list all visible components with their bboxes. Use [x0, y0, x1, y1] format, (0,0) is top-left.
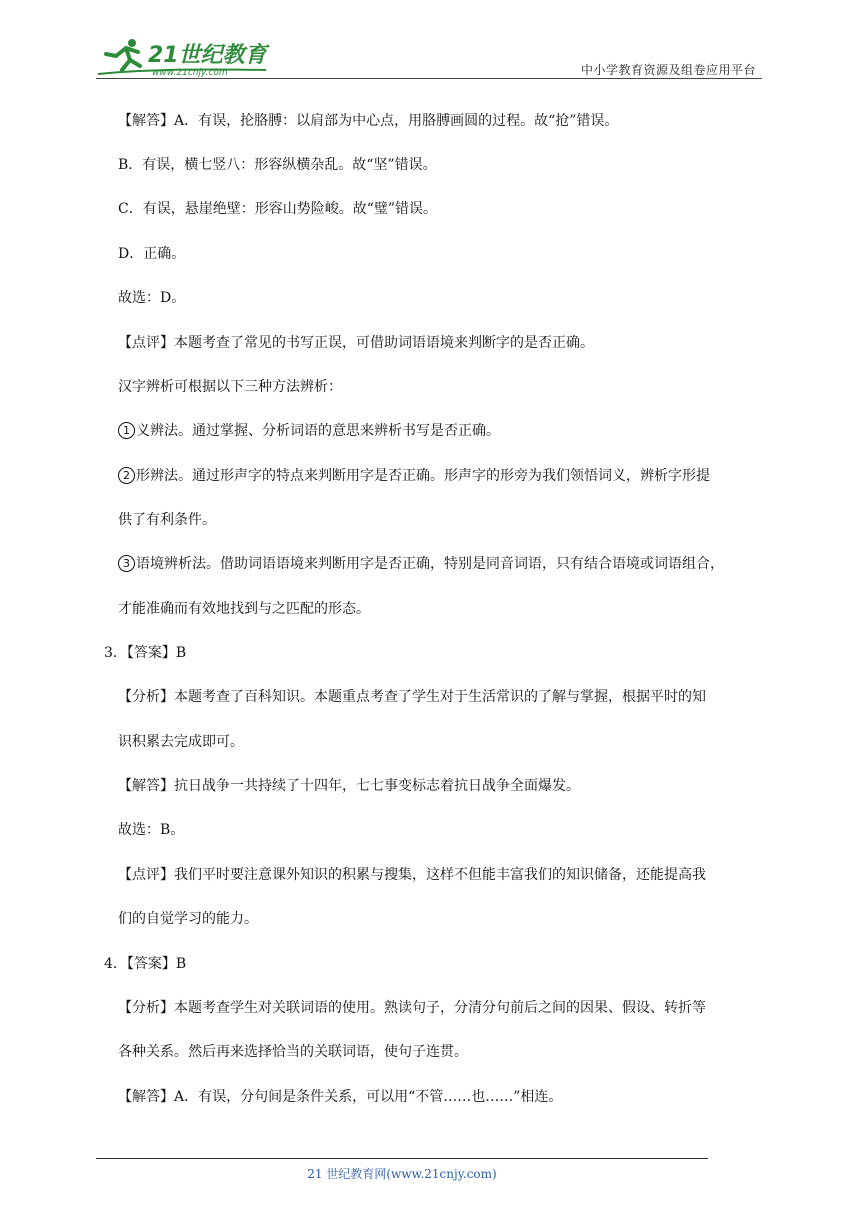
svg-text:www.21cnjy.com: www.21cnjy.com [152, 68, 228, 78]
text-line: 才能准确而有效地找到与之匹配的形态。 [118, 601, 370, 617]
text-line: 们的自觉学习的能力。 [118, 911, 258, 927]
text-line: 【点评】我们平时要注意课外知识的积累与搜集，这样不但能丰富我们的知识储备，还能提高我 [118, 867, 706, 883]
text-line: C．有误，悬崖绝壁：形容山势险峻。故“璧”错误。 [118, 201, 438, 217]
page-header [96, 34, 762, 80]
svg-text:21世纪教育: 21世纪教育 [148, 43, 267, 68]
text-line: 汉字辨析可根据以下三种方法辨析： [118, 379, 342, 395]
text-line: 【解答】A．有误，分句间是条件关系，可以用“不管……也……”相连。 [118, 1089, 563, 1105]
circled-number: 2 [118, 467, 135, 484]
text-line: 故选：D。 [118, 290, 186, 306]
text-line: 2 形辨法。通过形声字的特点来判断用字是否正确。形声字的形旁为我们领悟词义，辨析字形提 [118, 466, 710, 486]
text-line: B．有误，横七竖八：形容纵横杂乱。故“坚”错误。 [118, 157, 437, 173]
text-line: D．正确。 [118, 246, 186, 262]
header-divider [96, 78, 762, 79]
text-line: 供了有利条件。 [118, 512, 216, 528]
circled-number: 3 [118, 555, 135, 572]
text-line: 识积累去完成即可。 [118, 734, 244, 750]
footer-divider [96, 1158, 708, 1159]
text-line: 各种关系。然后再来选择恰当的关联词语，使句子连贯。 [118, 1044, 468, 1060]
text-line: 【点评】本题考查了常见的书写正误，可借助词语语境来判断字的是否正确。 [118, 335, 594, 351]
text-line: 【分析】本题考查了百科知识。本题重点考查了学生对于生活常识的了解与掌握，根据平时的知 [118, 689, 706, 705]
text-line: 【解答】A．有误，抡胳膊：以肩部为中心点，用胳膊画圆的过程。故“抢”错误。 [118, 113, 619, 129]
question-answer-heading: 4．【答案】B [104, 956, 187, 972]
platform-name: 中小学教育资源及组卷应用平台 [580, 63, 756, 77]
footer-link[interactable]: 21 世纪教育网(www.21cnjy.com) [307, 1167, 497, 1181]
text-line: 故选：B。 [118, 822, 185, 838]
running-man-logo-icon [96, 34, 276, 78]
circled-number: 1 [118, 422, 135, 439]
site-logo[interactable] [96, 34, 276, 78]
text-line: 3 语境辨析法。借助词语语境来判断用字是否正确，特别是同音词语，只有结合语境或词语组合， [118, 554, 724, 574]
question-answer-heading: 3．【答案】B [104, 645, 187, 661]
text-line: 【解答】抗日战争一共持续了十四年，七七事变标志着抗日战争全面爆发。 [118, 778, 580, 794]
text-line: 1 义辨法。通过掌握、分析词语的意思来辨析书写是否正确。 [118, 421, 500, 441]
text-line: 【分析】本题考查学生对关联词语的使用。熟读句子，分清分句前后之间的因果、假设、转折等 [118, 1000, 706, 1016]
